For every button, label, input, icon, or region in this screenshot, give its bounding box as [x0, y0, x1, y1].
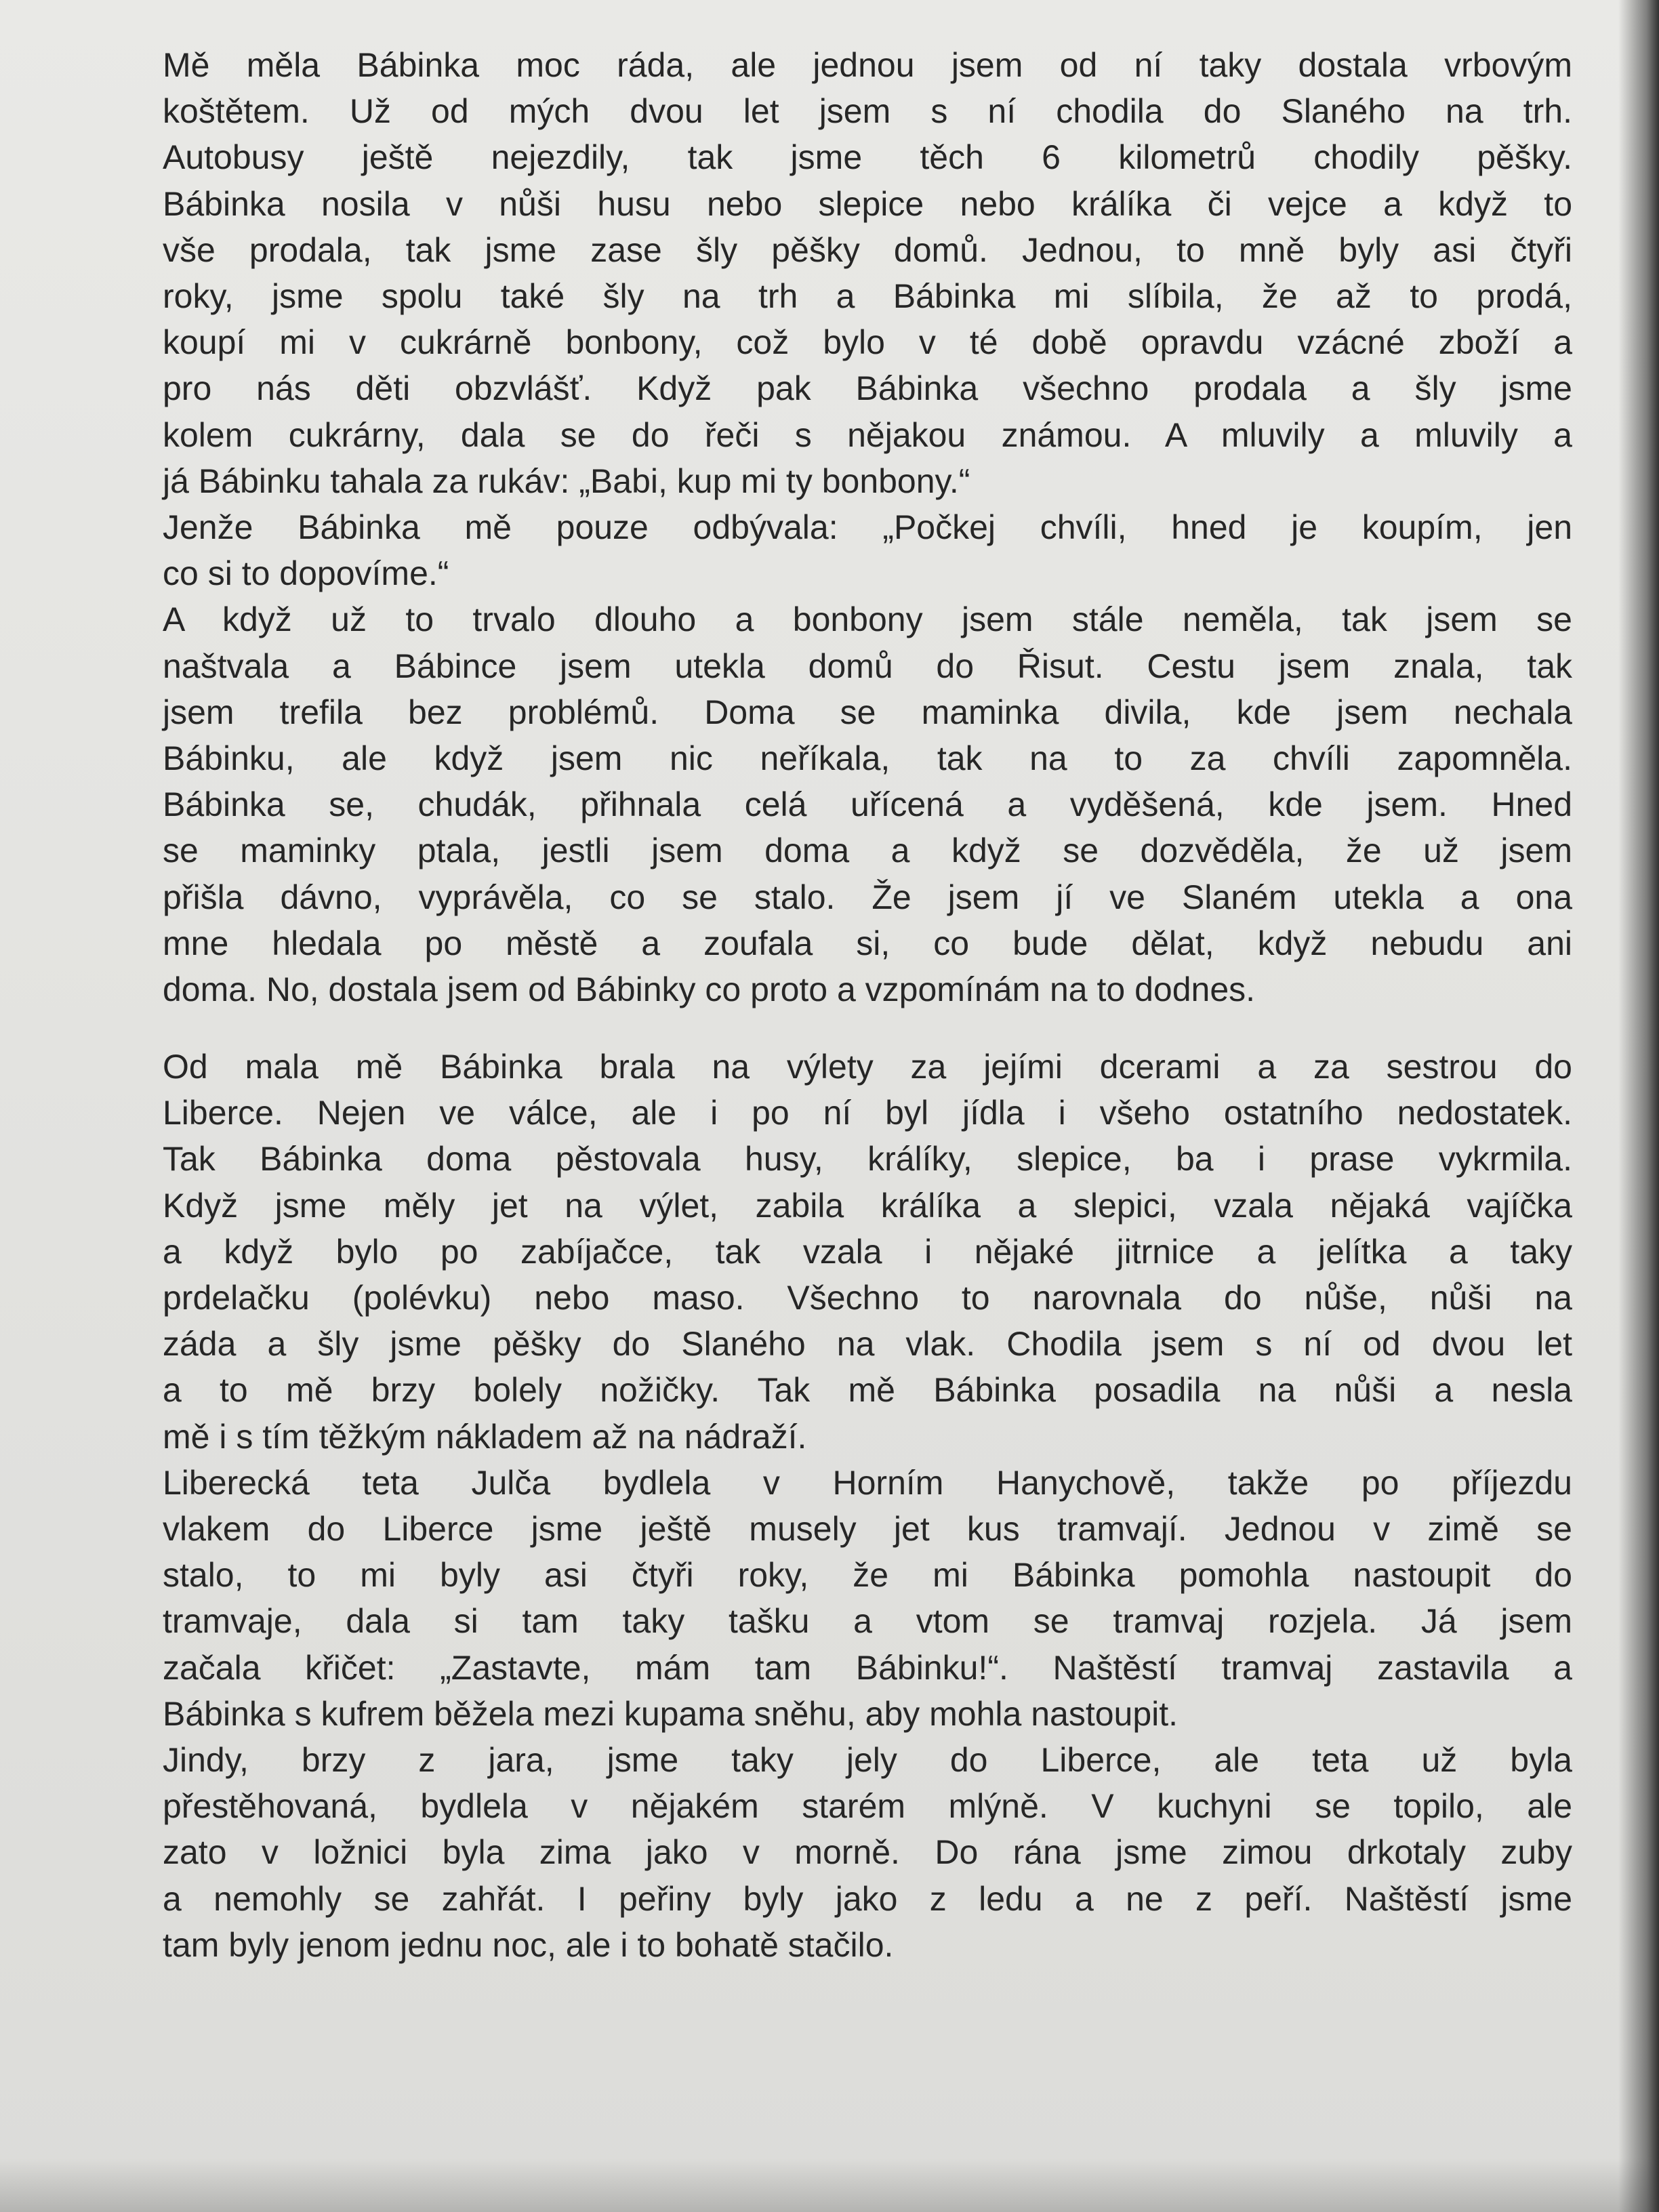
text-line: Autobusy ještě nejezdily, tak jsme těch 6 kilometrů chodily pěšky.	[163, 138, 1572, 177]
text-line: Tak Bábinka doma pěstovala husy, králíky, slepice, ba i prase vykrmila.	[163, 1140, 1572, 1179]
text-line: Mě měla Bábinka moc ráda, ale jednou jsem od ní taky dostala vrbovým	[163, 46, 1572, 84]
text-line: Od mala mě Bábinka brala na výlety za jejími dcerami a za sestrou do	[163, 1048, 1572, 1086]
text-line: zato v ložnici byla zima jako v morně. Do rána jsme zimou drkotaly zuby	[163, 1833, 1572, 1872]
text-line: doma. No, dostala jsem od Bábinky co proto a vzpomínám na to dodnes.	[163, 970, 1256, 1009]
text-line: a to mě brzy bolely nožičky. Tak mě Bábinka posadila na nůši a nesla	[163, 1371, 1572, 1410]
text-line: naštvala a Bábince jsem utekla domů do Řisut. Cestu jsem znala, tak	[163, 647, 1572, 685]
text-line: pro nás děti obzvlášť. Když pak Bábinka všechno prodala a šly jsme	[163, 369, 1572, 408]
text-line: se maminky ptala, jestli jsem doma a když se dozvěděla, že už jsem	[163, 832, 1572, 870]
text-line: Bábinka nosila v nůši husu nebo slepice nebo králíka či vejce a když to	[163, 184, 1572, 223]
page-edge-shadow	[1618, 0, 1659, 2212]
text-line: vše prodala, tak jsme zase šly pěšky domů. Jednou, to mně byly asi čtyři	[163, 230, 1572, 269]
text-line: koupí mi v cukrárně bonbony, což bylo v té době opravdu vzácné zboží a	[163, 323, 1572, 362]
text-line: roky, jsme spolu také šly na trh a Bábinka mi slíbila, že až to prodá,	[163, 277, 1572, 316]
text-line: záda a šly jsme pěšky do Slaného na vlak. Chodila jsem s ní od dvou let	[163, 1325, 1572, 1364]
text-line: Bábinka s kufrem běžela mezi kupama sněhu, aby mohla nastoupit.	[163, 1694, 1179, 1733]
text-line: Liberecká teta Julča bydlela v Horním Hanychově, takže po příjezdu	[163, 1463, 1572, 1502]
text-line: tramvaje, dala si tam taky tašku a vtom se tramvaj rozjela. Já jsem	[163, 1602, 1572, 1641]
text-line: Jenže Bábinka mě pouze odbývala: „Počkej chvíli, hned je koupím, jen	[163, 508, 1572, 547]
text-line: já Bábinku tahala za rukáv: „Babi, kup mi ty bonbony.“	[163, 462, 970, 500]
text-line: tam byly jenom jednu noc, ale i to bohatě stačilo.	[163, 1925, 894, 1964]
text-line: Liberce. Nejen ve válce, ale i po ní byl jídla i všeho ostatního nedostatek.	[163, 1094, 1572, 1132]
text-line: mě i s tím těžkým nákladem až na nádraží.	[163, 1417, 807, 1456]
text-line: mne hledala po městě a zoufala si, co bude dělat, když nebudu ani	[163, 924, 1572, 962]
text-line: co si to dopovíme.“	[163, 554, 449, 593]
text-line: přišla dávno, vyprávěla, co se stalo. Že jsem jí ve Slaném utekla a ona	[163, 878, 1572, 916]
text-line: stalo, to mi byly asi čtyři roky, že mi Bábinka pomohla nastoupit do	[163, 1556, 1572, 1595]
text-line: Když jsme měly jet na výlet, zabila králíka a slepici, vzala nějaká vajíčka	[163, 1186, 1572, 1225]
text-line: vlakem do Liberce jsme ještě musely jet kus tramvají. Jednou v zimě se	[163, 1510, 1572, 1549]
text-line: Bábinku, ale když jsem nic neříkala, tak na to za chvíli zapomněla.	[163, 739, 1572, 778]
paragraph-2	[163, 1044, 1572, 1968]
page-bottom-shadow	[0, 2158, 1659, 2212]
text-line: Bábinka se, chudák, přihnala celá uřícená a vyděšená, kde jsem. Hned	[163, 785, 1572, 824]
text-line: A když už to trvalo dlouho a bonbony jsem stále neměla, tak jsem se	[163, 600, 1572, 639]
text-line: a nemohly se zahřát. I peřiny byly jako z ledu a ne z peří. Naštěstí jsme	[163, 1879, 1572, 1918]
text-line: kolem cukrárny, dala se do řeči s nějakou známou. A mluvily a mluvily a	[163, 415, 1572, 454]
text-line: a když bylo po zabíjačce, tak vzala i nějaké jitrnice a jelítka a taky	[163, 1232, 1572, 1271]
text-line: začala křičet: „Zastavte, mám tam Bábinku!“. Naštěstí tramvaj zastavila a	[163, 1648, 1572, 1687]
text-line: prdelačku (polévku) nebo maso. Všechno to narovnala do nůše, nůši na	[163, 1279, 1572, 1317]
paragraph-1	[163, 42, 1572, 1012]
text-line: Jindy, brzy z jara, jsme taky jely do Liberce, ale teta už byla	[163, 1741, 1572, 1780]
text-line: jsem trefila bez problémů. Doma se maminka divila, kde jsem nechala	[163, 693, 1572, 731]
text-line: přestěhovaná, bydlela v nějakém starém mlýně. V kuchyni se topilo, ale	[163, 1787, 1572, 1826]
text-line: koštětem. Už od mých dvou let jsem s ní chodila do Slaného na trh.	[163, 92, 1572, 131]
